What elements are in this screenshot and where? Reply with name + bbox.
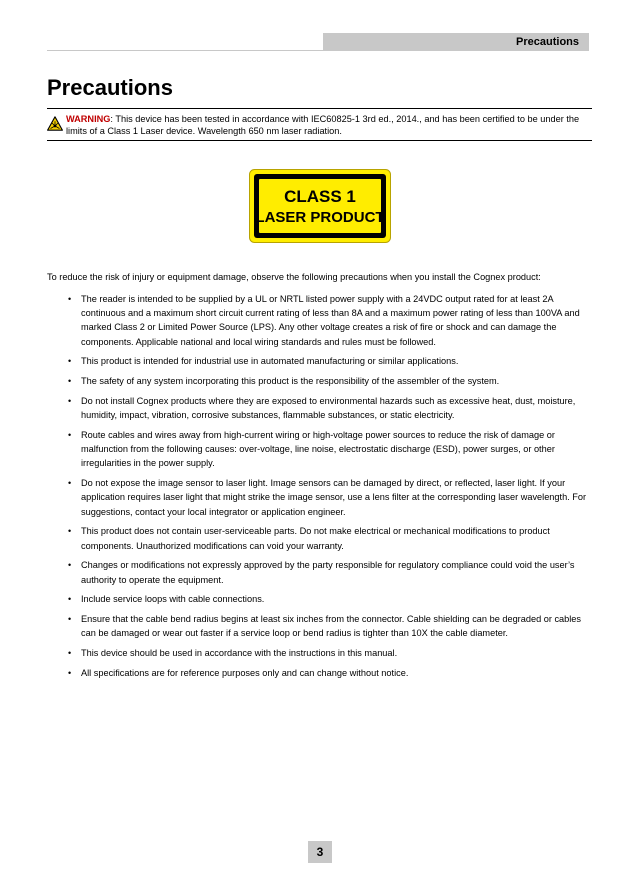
page-number: 3 — [308, 841, 332, 863]
list-item: • This product does not contain user-serviceable parts. Do not make electrical or mechanical modifications to product components. Unauthorized modifications can void your warranty. — [68, 526, 550, 551]
list-item: • Route cables and wires away from high-current wiring or high-voltage power sources to reduce the risk of damage or malfunction from the following causes: over-voltage, line noise, electrostatic discharge (ESD), power surges, or other irregularities in the power supply. — [68, 430, 555, 469]
precautions-list — [47, 292, 592, 686]
list-item: • Do not expose the image sensor to laser light. Image sensors can be damaged by direct, or reflected, laser light. If your application requires laser light that might strike the image sensor, use a lens filter at the corresponding laser wavelength. For suggestions, contact your local integrator or application engineer. — [68, 478, 587, 517]
intro-paragraph: To reduce the risk of injury or equipment damage, observe the following precautions when you install the Cognex product: — [47, 272, 541, 282]
warning-text — [66, 113, 586, 137]
class1-laser-product-label — [249, 169, 391, 243]
list-item: • This device should be used in accordance with the instructions in this manual. — [68, 648, 398, 659]
header-section-tab: Precautions — [323, 33, 589, 51]
label-line-2: LASER PRODUCT — [255, 209, 385, 226]
list-item: • This product is intended for industrial use in automated manufacturing or similar applications. — [68, 356, 459, 367]
list-item: • The safety of any system incorporating this product is the responsibility of the assembler of the system. — [68, 376, 500, 387]
list-item: • Do not install Cognex products where they are exposed to environmental hazards such as excessive heat, dust, moisture, humidity, impact, vibration, corrosive substances, flammable substances, or static electricity. — [68, 396, 576, 421]
page-title: Precautions — [47, 75, 173, 100]
list-item: • Changes or modifications not expressly approved by the party responsible for regulatory compliance could void the user’s authority to operate the equipment. — [68, 560, 575, 585]
laser-warning-icon — [47, 116, 63, 131]
warning-label: WARNING — [66, 114, 111, 124]
list-item: • The reader is intended to be supplied by a UL or NRTL listed power supply with a 24VDC output rated for at least 2A continuous and a maximum short circuit current rating of less than 8A and a maximum power rating of less than 100VA and marked Class 2 or Limited Power Source (LPS). Any other voltage creates a risk of fire or shock and can damage the components. Applicable national and local wiring standards and rules must be followed. — [68, 294, 580, 347]
warning-box — [47, 108, 592, 141]
list-item: • Include service loops with cable connections. — [68, 594, 265, 605]
warning-body: : This device has been tested in accordance with IEC60825-1 3rd ed., 2014., and has been certified to be under the limits of a Class 1 Laser device. Wavelength 650 nm laser radiation. — [66, 114, 580, 136]
label-line-1: CLASS 1 — [284, 187, 356, 206]
list-item: • Ensure that the cable bend radius begins at least six inches from the connector. Cable shielding can be degraded or cables can be damaged or wear out faster if a service loop or bend radius is tighter than 10X the cable diameter. — [68, 614, 582, 639]
list-item: • All specifications are for reference purposes only and can change without notice. — [68, 668, 409, 678]
